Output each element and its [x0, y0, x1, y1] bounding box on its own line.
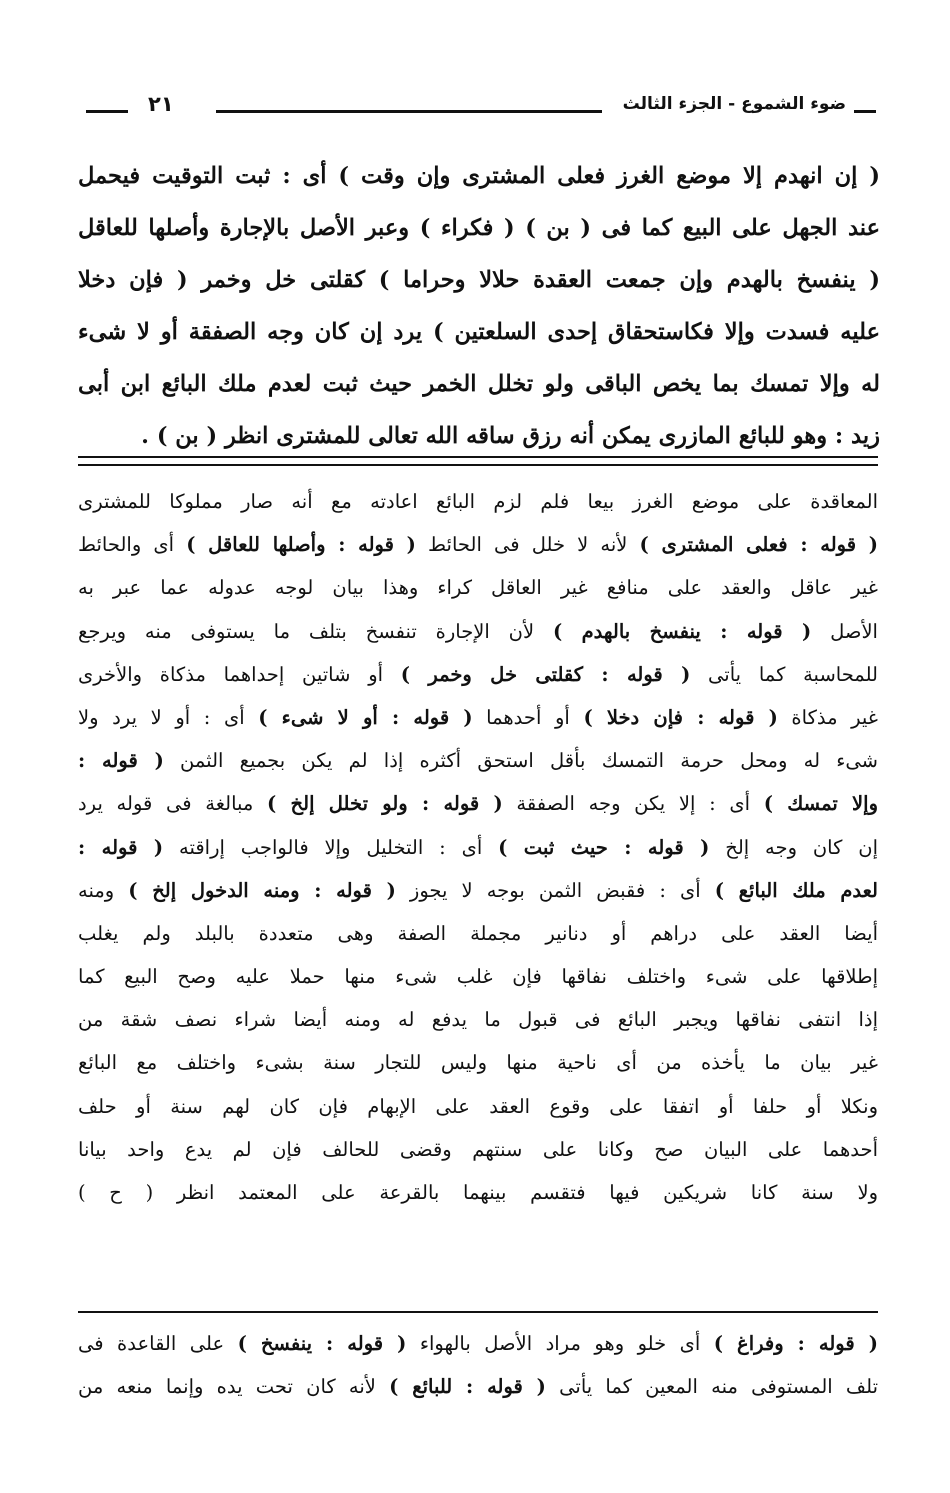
commentary-text-span: ونكلا أو حلفا أو اتفقا على وقوع العقد على الإبهام فإن كان لهم سنة أو حلف	[78, 1094, 878, 1118]
commentary-line	[78, 955, 878, 998]
commentary-text-span: إطلاقها على شىء واختلف نفاقها فإن غلب شىء منها حملا عليه وصح البيع كما	[78, 965, 878, 989]
commentary-line	[78, 1171, 878, 1214]
commentary-text-span: لأنه لا خلل فى الحائط	[415, 533, 640, 557]
commentary-line	[78, 912, 878, 955]
book-title: ضوء الشموع - الجزء الثالث	[622, 94, 846, 114]
commentary-line	[78, 480, 878, 523]
commentary-text-span: إن كان وجه إلخ	[709, 835, 878, 859]
footnote-text-span: أى خلو وهو مراد الأصل بالهواء	[406, 1332, 714, 1355]
main-line: ( إن انهدم إلا موضع الغرز فعلى المشترى وإن وقت ) أى : ثبت التوقيت فيحمل	[78, 163, 880, 189]
commentary-line	[78, 566, 878, 609]
quote-marker: ( قوله : حيث ثبت )	[498, 835, 710, 859]
quote-marker: لعدم ملك البائع )	[714, 878, 878, 902]
quote-marker: ( قوله :	[78, 835, 164, 859]
commentary-line	[78, 739, 878, 782]
quote-marker: وإلا تمسك )	[763, 792, 878, 816]
commentary-line	[78, 998, 878, 1041]
page-number: ٢١	[148, 92, 174, 116]
quote-marker: ( قوله : وفراغ )	[713, 1332, 878, 1355]
commentary-line	[78, 782, 878, 825]
commentary-line	[78, 610, 878, 653]
quote-marker: ( قوله : ينفسخ )	[237, 1332, 407, 1355]
main-line: عند الجهل على البيع كما فى ( بن ) ( فكراء ) وعبر الأصل بالإجارة وأصلها للعاقل	[78, 215, 880, 241]
commentary-line	[78, 696, 878, 739]
quote-marker: ( قوله :	[78, 749, 164, 773]
commentary-line	[78, 826, 878, 869]
main-text	[78, 150, 880, 462]
commentary-text-span: أو شاتين إحداهما مذكاة والأخرى	[78, 662, 401, 686]
footnote-line	[78, 1365, 878, 1408]
commentary-text-span: الأصل	[811, 619, 878, 643]
commentary-line	[78, 523, 878, 566]
footnote-line	[78, 1322, 878, 1365]
double-separator	[78, 456, 878, 466]
commentary-text-span: المعاقدة على موضع الغرز بيعا فلم لزم البائع اعادته مع أنه صار مملوكا للمشترى	[78, 490, 878, 513]
commentary-text-span: ولا سنة كانا شريكين فيها فتقسم بينهما بالقرعة على المعتمد انظر ( ح )	[78, 1181, 878, 1204]
commentary-text-span: غير مذكاة	[777, 705, 878, 729]
commentary-line	[78, 1085, 878, 1128]
main-line: ( ينفسخ بالهدم وإن جمعت العقدة حلالا وحراما ) كقلتى خل وخمر ( فإن دخلا	[78, 267, 880, 293]
quote-marker: ( قوله : ومنه الدخول إلخ )	[128, 878, 396, 902]
commentary-text	[78, 480, 878, 1214]
commentary-line	[78, 869, 878, 912]
quote-marker: ( قوله : أو لا شىء )	[258, 705, 473, 729]
quote-marker: ( قوله : وأصلها للعاقل )	[186, 533, 416, 557]
commentary-text-span: أى : فقبض الثمن بوجه لا يجوز	[395, 878, 715, 902]
commentary-text-span: غير بيان ما يأخذه من أى ناحية منها وليس للتجار سنة بشىء واختلف مع البائع	[78, 1051, 878, 1075]
commentary-text-span: شىء له ومحل حرمة التمسك بأقل استحق أكثره إذا لم يكن بجميع الثمن	[163, 749, 878, 773]
commentary-text-span: للمحاسبة كما يأتى	[690, 662, 878, 686]
quote-marker: ( قوله : ينفسخ بالهدم )	[552, 619, 812, 643]
commentary-text-span: أو أحدهما	[472, 705, 584, 729]
commentary-text-span: أيضا العقد على دراهم أو دنانير مجملة الصفة وهى متعددة بالبلد ولم يغلب	[78, 921, 878, 945]
footnote-text	[78, 1322, 878, 1408]
main-line: زيد : وهو للبائع المازرى يمكن أنه رزق ساقه الله تعالى للمشترى انظر ( بن ) .	[141, 423, 880, 449]
running-header	[86, 92, 876, 122]
commentary-line	[78, 1128, 878, 1171]
footnote-text-span: لأنه كان تحت يده وإنما منعه من	[78, 1375, 390, 1399]
commentary-text-span: أى : أو لا يرد ولا	[78, 705, 259, 729]
commentary-text-span: لأن الإجارة تنفسخ بتلف ما يستوفى منه ويرجع	[78, 619, 553, 643]
quote-marker: ( قوله : للبائع )	[389, 1375, 546, 1399]
quote-marker: ( قوله : فإن دخلا )	[583, 705, 778, 729]
commentary-text-span: أى : إلا يكن وجه الصفقة	[502, 792, 764, 816]
commentary-text-span: أى والحائط	[78, 533, 187, 557]
commentary-text-span: غير عاقل والعقد على منافع غير العاقل كراء وهذا بيان لوجه عدوله عما عبر به	[78, 576, 878, 600]
header-rule-left	[86, 110, 128, 113]
commentary-line	[78, 653, 878, 696]
quote-marker: ( قوله : فعلى المشترى )	[639, 533, 878, 557]
commentary-text-span: أى : التخليل وإلا فالواجب إراقته	[163, 835, 499, 859]
quote-marker: ( قوله : ولو تخلل إلخ )	[267, 792, 503, 816]
quote-marker: ( قوله : كقلتى خل وخمر )	[400, 662, 691, 686]
commentary-text-span: ومنه	[78, 878, 129, 902]
commentary-text-span: أحدهما على البيان صح وكانا على سنتهم وقضى للحالف فإن لم يدع واحد بيانا	[78, 1137, 878, 1161]
footnote-separator	[78, 1311, 878, 1313]
commentary-text-span: مبالغة فى قوله يرد	[78, 792, 268, 816]
header-rule-middle	[216, 110, 602, 113]
commentary-line	[78, 1041, 878, 1084]
main-line: عليه فسدت وإلا فكاستحقاق إحدى السلعتين ) يرد إن كان وجه الصفقة أو لا شىء	[78, 319, 880, 345]
header-rule-right	[854, 110, 876, 113]
main-line: له وإلا تمسك بما يخص الباقى ولو تخلل الخمر حيث ثبت لعدم ملك البائع ابن أبى	[78, 371, 880, 397]
commentary-text-span: إذا انتفى نفاقها ويجبر البائع فى قبول ما يدفع له ومنه أيضا شراء نصف شقة من	[78, 1008, 878, 1032]
footnote-text-span: تلف المستوفى منه المعين كما يأتى	[545, 1375, 878, 1399]
footnote-text-span: على القاعدة فى	[78, 1332, 238, 1355]
